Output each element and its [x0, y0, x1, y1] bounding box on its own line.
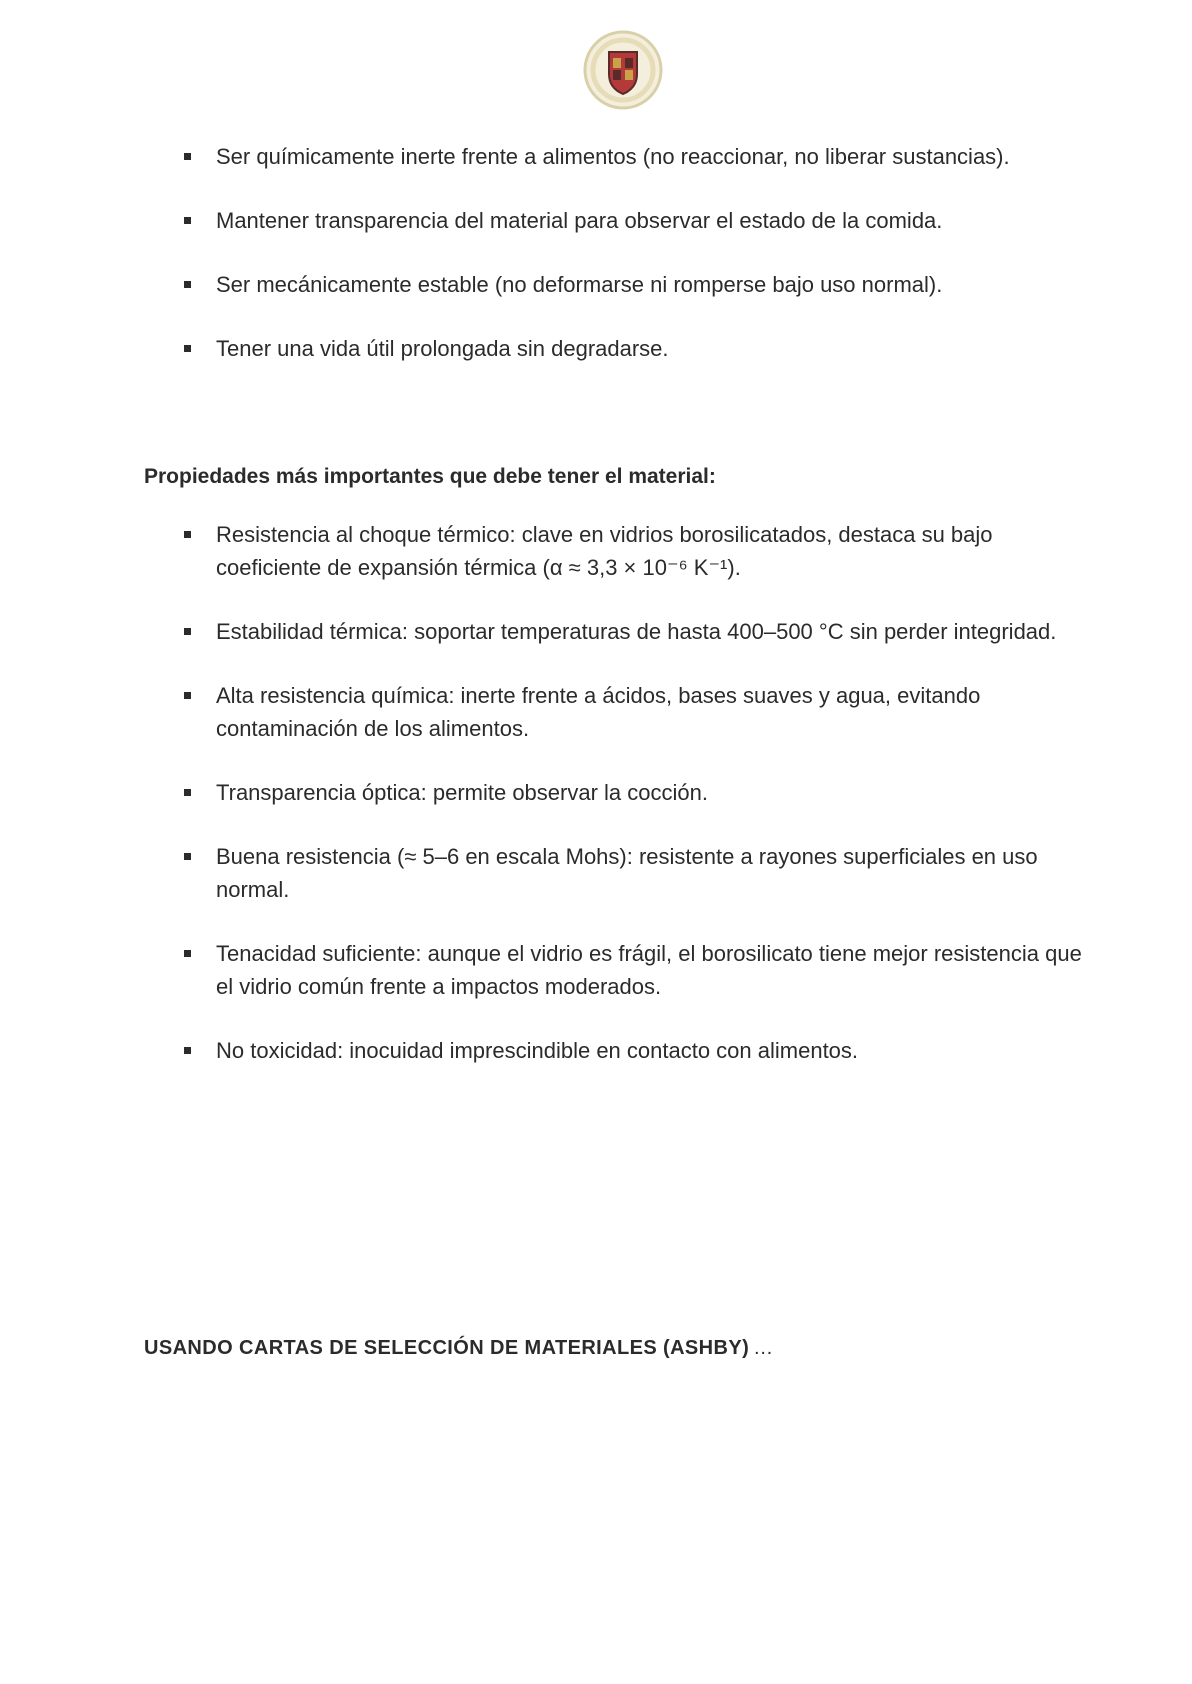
ashby-heading-text: USANDO CARTAS DE SELECCIÓN DE MATERIALES (ASHBY): [144, 1337, 750, 1359]
list-item-text: Ser químicamente inerte frente a alimentos (no reaccionar, no liberar sustancias).: [216, 144, 1010, 169]
list-item-text: Mantener transparencia del material para observar el estado de la comida.: [216, 208, 943, 233]
list-item: [144, 518, 1088, 584]
list-item: [144, 776, 1088, 809]
bullet-icon: [184, 531, 191, 538]
list-item: [144, 268, 1088, 301]
university-seal-icon: [583, 30, 663, 110]
bullet-icon: [184, 281, 191, 288]
list-item-text: Ser mecánicamente estable (no deformarse ni romperse bajo uso normal).: [216, 272, 943, 297]
list-item: [144, 679, 1088, 745]
list-item: [144, 615, 1088, 648]
list-item-text: Transparencia óptica: permite observar la cocción.: [216, 780, 708, 805]
list-item: [144, 332, 1088, 365]
list-item: [144, 204, 1088, 237]
list-item-text: Buena resistencia (≈ 5–6 en escala Mohs): resistente a rayones superficiales en uso normal.: [216, 844, 1038, 902]
requirements-section: [144, 140, 1088, 396]
bullet-icon: [184, 153, 191, 160]
bullet-icon: [184, 853, 191, 860]
bullet-icon: [184, 217, 191, 224]
ashby-section-heading: [144, 1334, 774, 1362]
bullet-icon: [184, 692, 191, 699]
properties-heading: Propiedades más importantes que debe tener el material:: [144, 465, 716, 488]
list-item-text: Resistencia al choque térmico: clave en vidrios borosilicatados, destaca su bajo coeficiente de expansión térmica (α ≈ 3,3 × 10⁻⁶ K⁻¹).: [216, 522, 993, 580]
list-item-text: Tener una vida útil prolongada sin degradarse.: [216, 336, 669, 361]
list-item-text: No toxicidad: inocuidad imprescindible en contacto con alimentos.: [216, 1038, 859, 1063]
list-item: [144, 140, 1088, 173]
bullet-icon: [184, 789, 191, 796]
list-item: [144, 1034, 1088, 1067]
ashby-heading-ellipsis: …: [753, 1337, 774, 1359]
bullet-icon: [184, 950, 191, 957]
list-item-text: Alta resistencia química: inerte frente a ácidos, bases suaves y agua, evitando contaminación de los alimentos.: [216, 683, 981, 741]
list-item: [144, 937, 1088, 1003]
requirements-list: [144, 140, 1088, 365]
properties-section: [144, 518, 1088, 1098]
list-item: [144, 840, 1088, 906]
bullet-icon: [184, 628, 191, 635]
bullet-icon: [184, 1047, 191, 1054]
list-item-text: Tenacidad suficiente: aunque el vidrio es frágil, el borosilicato tiene mejor resistencia que el vidrio común frente a impactos moderados.: [216, 941, 1082, 999]
bullet-icon: [184, 345, 191, 352]
list-item-text: Estabilidad térmica: soportar temperaturas de hasta 400–500 °C sin perder integridad.: [216, 619, 1057, 644]
properties-list: [144, 518, 1088, 1067]
